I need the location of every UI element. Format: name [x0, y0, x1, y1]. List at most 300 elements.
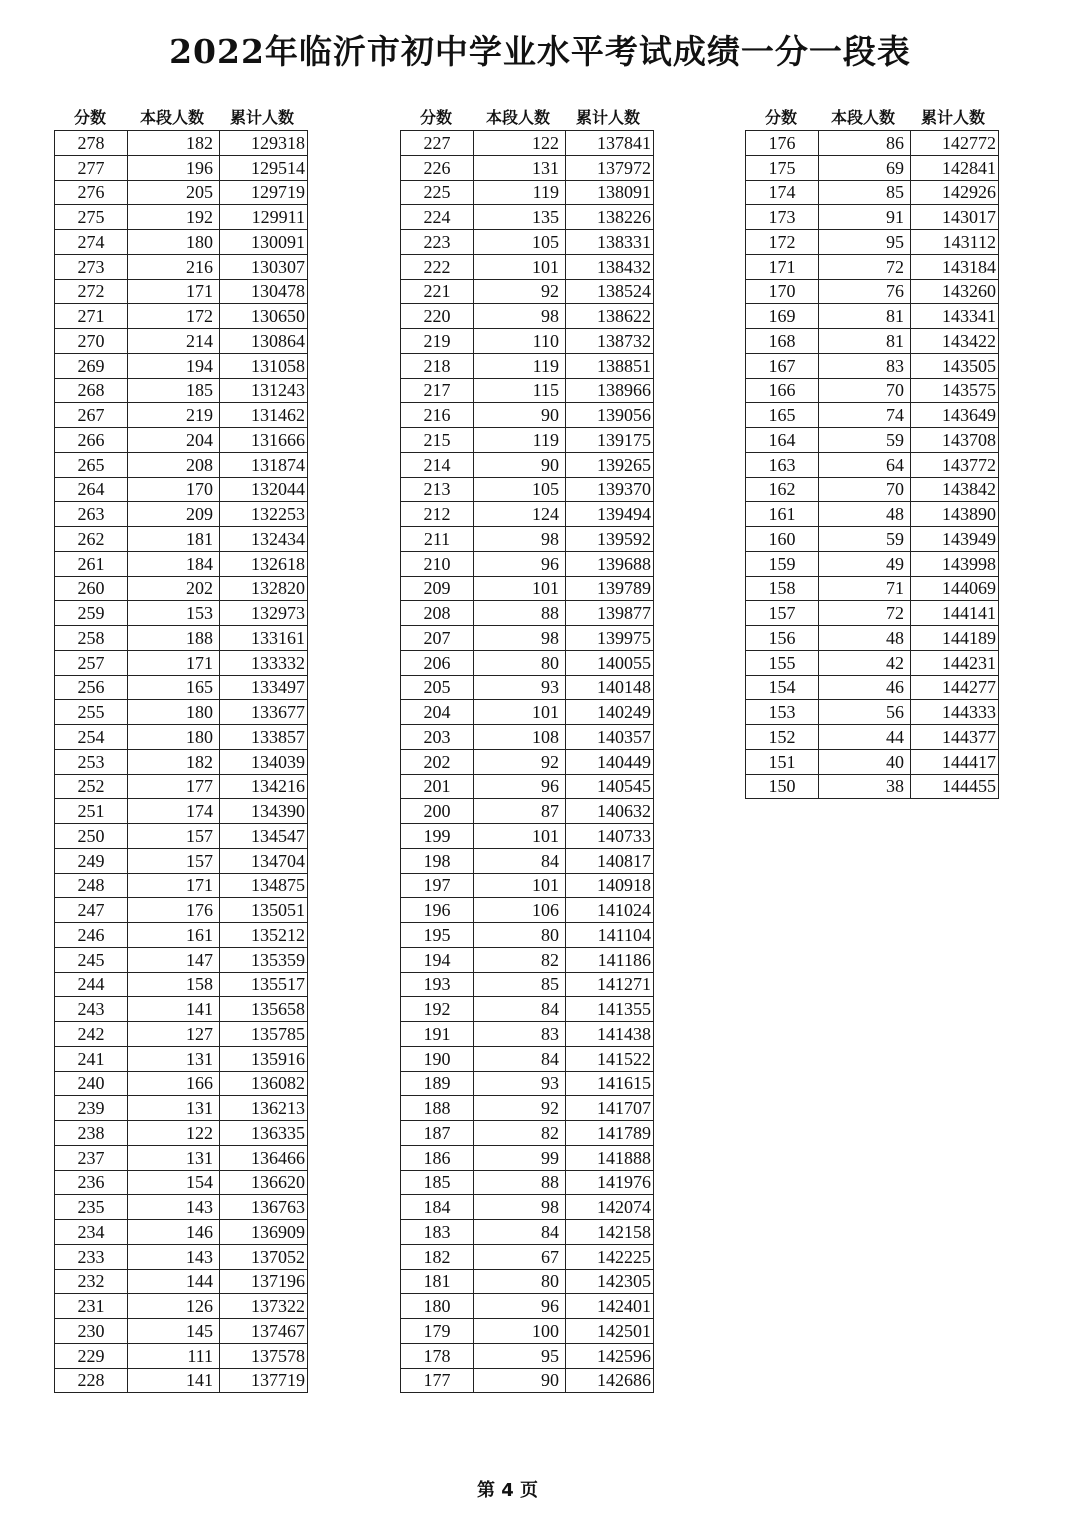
score-cell: 199 [401, 824, 474, 849]
cumulative-cell: 141271 [566, 972, 654, 997]
table-row [401, 1244, 654, 1269]
table-row [55, 1319, 308, 1344]
table-header [745, 106, 997, 130]
count-cell: 219 [128, 403, 220, 428]
count-cell: 194 [128, 353, 220, 378]
cumulative-cell: 140545 [566, 774, 654, 799]
table-row [401, 725, 654, 750]
count-cell: 141 [128, 1368, 220, 1393]
count-cell: 72 [819, 254, 911, 279]
count-cell: 171 [128, 279, 220, 304]
header-score: 分数 [73, 108, 106, 127]
count-cell: 101 [474, 873, 566, 898]
cumulative-cell: 140449 [566, 749, 654, 774]
table-row [55, 1244, 308, 1269]
score-cell: 215 [401, 428, 474, 453]
cumulative-cell: 143708 [911, 428, 999, 453]
cumulative-cell: 133857 [220, 725, 308, 750]
score-cell: 250 [55, 824, 128, 849]
table-row [55, 947, 308, 972]
count-cell: 59 [819, 527, 911, 552]
score-cell: 218 [401, 353, 474, 378]
table-row [401, 131, 654, 156]
score-cell: 243 [55, 997, 128, 1022]
count-cell: 166 [128, 1071, 220, 1096]
table-row [401, 329, 654, 354]
cumulative-cell: 143842 [911, 477, 999, 502]
count-cell: 67 [474, 1244, 566, 1269]
score-cell: 182 [401, 1244, 474, 1269]
cumulative-cell: 137196 [220, 1269, 308, 1294]
table-row [55, 1022, 308, 1047]
score-cell: 172 [746, 230, 819, 255]
table-row [401, 1046, 654, 1071]
cumulative-cell: 131243 [220, 378, 308, 403]
score-table-column-3 [745, 106, 997, 799]
score-cell: 187 [401, 1121, 474, 1146]
score-cell: 227 [401, 131, 474, 156]
count-cell: 214 [128, 329, 220, 354]
table-row [746, 304, 999, 329]
cumulative-cell: 133161 [220, 626, 308, 651]
cumulative-cell: 140632 [566, 799, 654, 824]
score-cell: 242 [55, 1022, 128, 1047]
table-row [55, 230, 308, 255]
score-cell: 265 [55, 452, 128, 477]
cumulative-cell: 141707 [566, 1096, 654, 1121]
table-row [55, 329, 308, 354]
cumulative-cell: 130864 [220, 329, 308, 354]
cumulative-cell: 144141 [911, 601, 999, 626]
count-cell: 96 [474, 774, 566, 799]
count-cell: 84 [474, 997, 566, 1022]
score-cell: 211 [401, 527, 474, 552]
score-cell: 241 [55, 1046, 128, 1071]
score-cell: 269 [55, 353, 128, 378]
cumulative-cell: 138622 [566, 304, 654, 329]
table-row [55, 700, 308, 725]
table-row [55, 1071, 308, 1096]
score-cell: 231 [55, 1294, 128, 1319]
count-cell: 48 [819, 502, 911, 527]
count-cell: 90 [474, 452, 566, 477]
score-cell: 272 [55, 279, 128, 304]
cumulative-cell: 138851 [566, 353, 654, 378]
score-table [400, 130, 654, 1393]
count-cell: 174 [128, 799, 220, 824]
count-cell: 180 [128, 725, 220, 750]
count-cell: 56 [819, 700, 911, 725]
table-row [746, 155, 999, 180]
score-cell: 233 [55, 1244, 128, 1269]
cumulative-cell: 144455 [911, 774, 999, 799]
count-cell: 180 [128, 700, 220, 725]
table-row [55, 576, 308, 601]
count-cell: 59 [819, 428, 911, 453]
score-cell: 152 [746, 725, 819, 750]
table-row [55, 155, 308, 180]
count-cell: 106 [474, 898, 566, 923]
score-cell: 167 [746, 353, 819, 378]
table-row [401, 378, 654, 403]
cumulative-cell: 132973 [220, 601, 308, 626]
header-count: 本段人数 [485, 108, 550, 127]
cumulative-cell: 136620 [220, 1170, 308, 1195]
score-cell: 158 [746, 576, 819, 601]
cumulative-cell: 131874 [220, 452, 308, 477]
cumulative-cell: 139789 [566, 576, 654, 601]
cumulative-cell: 134875 [220, 873, 308, 898]
table-row [401, 1343, 654, 1368]
cumulative-cell: 129318 [220, 131, 308, 156]
count-cell: 88 [474, 1170, 566, 1195]
table-row [746, 205, 999, 230]
table-row [401, 576, 654, 601]
cumulative-cell: 139265 [566, 452, 654, 477]
score-cell: 261 [55, 551, 128, 576]
score-cell: 193 [401, 972, 474, 997]
score-cell: 239 [55, 1096, 128, 1121]
score-cell: 171 [746, 254, 819, 279]
score-cell: 194 [401, 947, 474, 972]
count-cell: 131 [128, 1046, 220, 1071]
header-count: 本段人数 [139, 108, 204, 127]
score-cell: 165 [746, 403, 819, 428]
score-cell: 162 [746, 477, 819, 502]
table-row [55, 1294, 308, 1319]
cumulative-cell: 142501 [566, 1319, 654, 1344]
count-cell: 44 [819, 725, 911, 750]
table-row [401, 972, 654, 997]
count-cell: 85 [819, 180, 911, 205]
cumulative-cell: 142596 [566, 1343, 654, 1368]
table-row [55, 131, 308, 156]
score-cell: 270 [55, 329, 128, 354]
cumulative-cell: 137052 [220, 1244, 308, 1269]
count-cell: 101 [474, 824, 566, 849]
score-cell: 210 [401, 551, 474, 576]
cumulative-cell: 141522 [566, 1046, 654, 1071]
count-cell: 181 [128, 527, 220, 552]
table-row [55, 799, 308, 824]
score-cell: 268 [55, 378, 128, 403]
table-row [746, 477, 999, 502]
cumulative-cell: 139056 [566, 403, 654, 428]
cumulative-cell: 143184 [911, 254, 999, 279]
table-row [55, 1046, 308, 1071]
cumulative-cell: 143949 [911, 527, 999, 552]
score-cell: 219 [401, 329, 474, 354]
score-cell: 209 [401, 576, 474, 601]
count-cell: 154 [128, 1170, 220, 1195]
count-cell: 95 [819, 230, 911, 255]
count-cell: 100 [474, 1319, 566, 1344]
cumulative-cell: 143772 [911, 452, 999, 477]
table-row [401, 824, 654, 849]
table-row [401, 626, 654, 651]
score-cell: 224 [401, 205, 474, 230]
score-table-column-1 [54, 106, 306, 1393]
table-row [55, 848, 308, 873]
count-cell: 93 [474, 1071, 566, 1096]
count-cell: 180 [128, 230, 220, 255]
header-cumulative: 累计人数 [575, 108, 640, 127]
count-cell: 98 [474, 626, 566, 651]
cumulative-cell: 142158 [566, 1220, 654, 1245]
cumulative-cell: 142305 [566, 1269, 654, 1294]
count-cell: 80 [474, 650, 566, 675]
table-row [401, 254, 654, 279]
table-row [401, 1220, 654, 1245]
page-number: 第 4 页 [476, 1480, 539, 1501]
count-cell: 88 [474, 601, 566, 626]
table-row [401, 947, 654, 972]
score-cell: 202 [401, 749, 474, 774]
score-cell: 168 [746, 329, 819, 354]
cumulative-cell: 136213 [220, 1096, 308, 1121]
score-cell: 238 [55, 1121, 128, 1146]
score-cell: 220 [401, 304, 474, 329]
cumulative-cell: 141976 [566, 1170, 654, 1195]
table-row [55, 1195, 308, 1220]
cumulative-cell: 144069 [911, 576, 999, 601]
table-row [55, 898, 308, 923]
header-cumulative: 累计人数 [229, 108, 294, 127]
score-cell: 200 [401, 799, 474, 824]
count-cell: 101 [474, 254, 566, 279]
cumulative-cell: 135658 [220, 997, 308, 1022]
table-row [55, 1145, 308, 1170]
table-row [55, 477, 308, 502]
table-row [746, 254, 999, 279]
cumulative-cell: 141789 [566, 1121, 654, 1146]
score-cell: 230 [55, 1319, 128, 1344]
count-cell: 202 [128, 576, 220, 601]
count-cell: 204 [128, 428, 220, 453]
count-cell: 216 [128, 254, 220, 279]
cumulative-cell: 135785 [220, 1022, 308, 1047]
cumulative-cell: 130650 [220, 304, 308, 329]
count-cell: 176 [128, 898, 220, 923]
score-cell: 267 [55, 403, 128, 428]
table-row [746, 576, 999, 601]
table-row [401, 1071, 654, 1096]
score-cell: 236 [55, 1170, 128, 1195]
cumulative-cell: 138091 [566, 180, 654, 205]
score-cell: 154 [746, 675, 819, 700]
cumulative-cell: 135051 [220, 898, 308, 923]
count-cell: 157 [128, 824, 220, 849]
table-row [746, 725, 999, 750]
score-cell: 226 [401, 155, 474, 180]
count-cell: 81 [819, 304, 911, 329]
cumulative-cell: 132820 [220, 576, 308, 601]
score-cell: 258 [55, 626, 128, 651]
cumulative-cell: 135359 [220, 947, 308, 972]
table-row [55, 774, 308, 799]
count-cell: 82 [474, 947, 566, 972]
score-cell: 246 [55, 923, 128, 948]
count-cell: 141 [128, 997, 220, 1022]
score-cell: 177 [401, 1368, 474, 1393]
table-row [401, 304, 654, 329]
table-row [401, 923, 654, 948]
table-row [55, 1220, 308, 1245]
table-row [55, 279, 308, 304]
header-count: 本段人数 [830, 108, 895, 127]
count-cell: 171 [128, 650, 220, 675]
count-cell: 188 [128, 626, 220, 651]
table-row [746, 378, 999, 403]
cumulative-cell: 132044 [220, 477, 308, 502]
score-cell: 275 [55, 205, 128, 230]
table-row [401, 477, 654, 502]
table-row [55, 1096, 308, 1121]
table-header [400, 106, 652, 130]
count-cell: 146 [128, 1220, 220, 1245]
cumulative-cell: 130307 [220, 254, 308, 279]
table-row [55, 601, 308, 626]
table-row [746, 452, 999, 477]
cumulative-cell: 143649 [911, 403, 999, 428]
cumulative-cell: 136909 [220, 1220, 308, 1245]
table-row [401, 428, 654, 453]
table-row [401, 551, 654, 576]
count-cell: 122 [474, 131, 566, 156]
cumulative-cell: 144377 [911, 725, 999, 750]
cumulative-cell: 130478 [220, 279, 308, 304]
cumulative-cell: 134704 [220, 848, 308, 873]
count-cell: 143 [128, 1244, 220, 1269]
table-row [401, 155, 654, 180]
score-cell: 189 [401, 1071, 474, 1096]
count-cell: 205 [128, 180, 220, 205]
cumulative-cell: 139494 [566, 502, 654, 527]
count-cell: 108 [474, 725, 566, 750]
table-row [401, 898, 654, 923]
table-header [54, 106, 306, 130]
cumulative-cell: 139975 [566, 626, 654, 651]
cumulative-cell: 137467 [220, 1319, 308, 1344]
score-cell: 245 [55, 947, 128, 972]
score-cell: 151 [746, 749, 819, 774]
count-cell: 192 [128, 205, 220, 230]
table-row [401, 848, 654, 873]
count-cell: 177 [128, 774, 220, 799]
count-cell: 92 [474, 749, 566, 774]
count-cell: 135 [474, 205, 566, 230]
score-cell: 175 [746, 155, 819, 180]
table-row [55, 353, 308, 378]
table-row [401, 230, 654, 255]
cumulative-cell: 138732 [566, 329, 654, 354]
score-cell: 260 [55, 576, 128, 601]
cumulative-cell: 138966 [566, 378, 654, 403]
cumulative-cell: 141024 [566, 898, 654, 923]
score-cell: 232 [55, 1269, 128, 1294]
table-row [401, 1022, 654, 1047]
score-cell: 271 [55, 304, 128, 329]
cumulative-cell: 139877 [566, 601, 654, 626]
cumulative-cell: 132434 [220, 527, 308, 552]
score-cell: 278 [55, 131, 128, 156]
count-cell: 83 [474, 1022, 566, 1047]
count-cell: 184 [128, 551, 220, 576]
table-row [55, 180, 308, 205]
score-cell: 161 [746, 502, 819, 527]
table-row [55, 1343, 308, 1368]
score-table [54, 130, 308, 1393]
table-row [55, 1368, 308, 1393]
count-cell: 82 [474, 1121, 566, 1146]
count-cell: 90 [474, 1368, 566, 1393]
score-cell: 262 [55, 527, 128, 552]
cumulative-cell: 142926 [911, 180, 999, 205]
count-cell: 196 [128, 155, 220, 180]
score-cell: 214 [401, 452, 474, 477]
table-row [55, 873, 308, 898]
table-row [55, 923, 308, 948]
count-cell: 38 [819, 774, 911, 799]
count-cell: 145 [128, 1319, 220, 1344]
table-row [401, 675, 654, 700]
table-row [746, 502, 999, 527]
table-row [746, 329, 999, 354]
score-cell: 186 [401, 1145, 474, 1170]
count-cell: 70 [819, 378, 911, 403]
score-cell: 274 [55, 230, 128, 255]
table-row [401, 279, 654, 304]
count-cell: 185 [128, 378, 220, 403]
count-cell: 92 [474, 279, 566, 304]
cumulative-cell: 135916 [220, 1046, 308, 1071]
count-cell: 98 [474, 304, 566, 329]
score-cell: 228 [55, 1368, 128, 1393]
cumulative-cell: 141104 [566, 923, 654, 948]
score-cell: 234 [55, 1220, 128, 1245]
count-cell: 143 [128, 1195, 220, 1220]
count-cell: 84 [474, 1220, 566, 1245]
cumulative-cell: 142401 [566, 1294, 654, 1319]
count-cell: 98 [474, 527, 566, 552]
cumulative-cell: 142772 [911, 131, 999, 156]
score-cell: 216 [401, 403, 474, 428]
count-cell: 81 [819, 329, 911, 354]
count-cell: 161 [128, 923, 220, 948]
table-row [55, 304, 308, 329]
table-row [55, 824, 308, 849]
table-row [55, 205, 308, 230]
count-cell: 74 [819, 403, 911, 428]
score-cell: 174 [746, 180, 819, 205]
table-row [746, 428, 999, 453]
count-cell: 76 [819, 279, 911, 304]
cumulative-cell: 134039 [220, 749, 308, 774]
count-cell: 84 [474, 1046, 566, 1071]
cumulative-cell: 137841 [566, 131, 654, 156]
score-cell: 178 [401, 1343, 474, 1368]
count-cell: 84 [474, 848, 566, 873]
table-row [401, 601, 654, 626]
score-cell: 212 [401, 502, 474, 527]
count-cell: 42 [819, 650, 911, 675]
cumulative-cell: 139592 [566, 527, 654, 552]
cumulative-cell: 143341 [911, 304, 999, 329]
score-cell: 217 [401, 378, 474, 403]
table-row [401, 1121, 654, 1146]
score-cell: 263 [55, 502, 128, 527]
count-cell: 170 [128, 477, 220, 502]
